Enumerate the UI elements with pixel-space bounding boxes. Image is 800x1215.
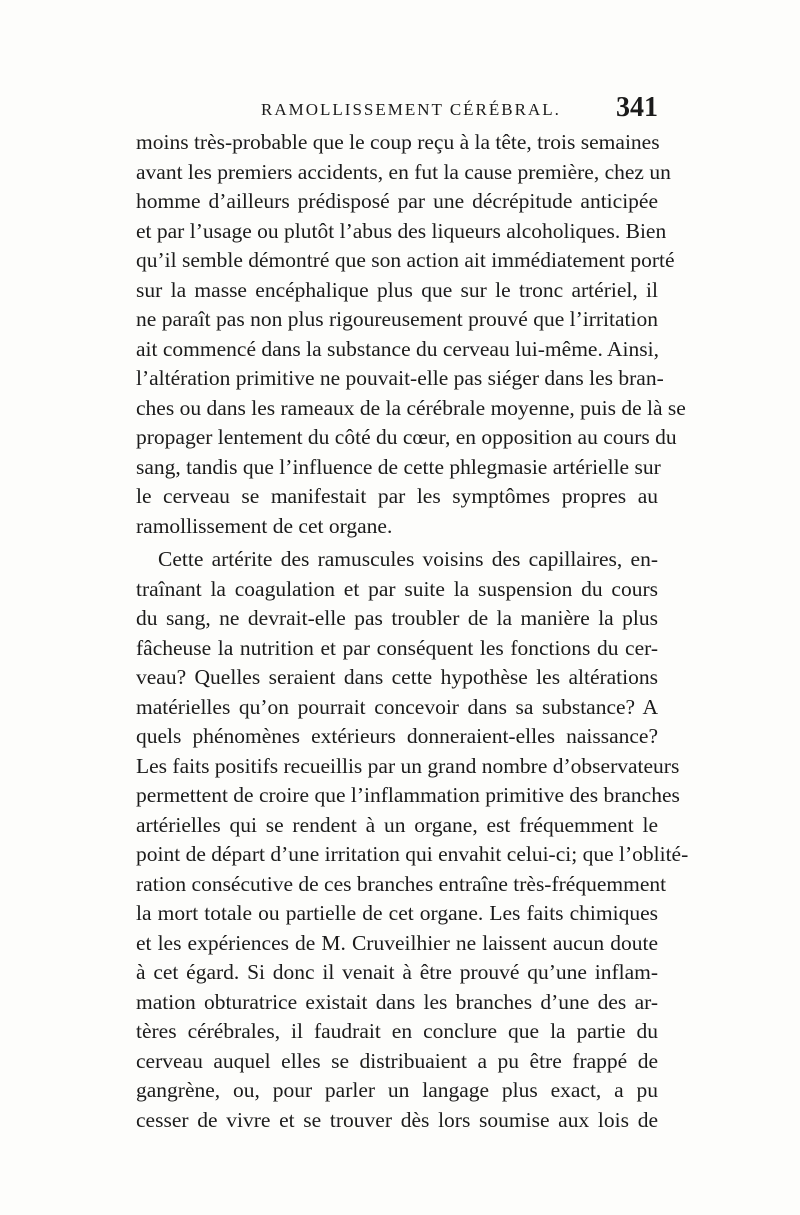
paragraph-2 bbox=[136, 545, 689, 1135]
text-line: ramollissement de cet organe. bbox=[136, 513, 393, 538]
text-line: l’altération primitive ne pouvait-elle pas siéger dans les bran- bbox=[136, 366, 664, 390]
text-line: à cet égard. Si donc il venait à être prouvé qu’une inflam- bbox=[136, 960, 658, 984]
text-line: moins très-probable que le coup reçu à la tête, trois semaines bbox=[136, 130, 660, 154]
text-line: fâcheuse la nutrition et par conséquent les fonctions du cer- bbox=[136, 635, 658, 660]
text-line: Les faits positifs recueillis par un grand nombre d’observateurs bbox=[136, 753, 680, 778]
text-line: du sang, ne devrait-elle pas troubler de la manière la plus bbox=[136, 606, 658, 630]
text-line: ches ou dans les rameaux de la cérébrale moyenne, puis de là se bbox=[136, 395, 686, 420]
text-line: Cette artérite des ramuscules voisins des capillaires, en- bbox=[158, 547, 658, 571]
text-line: traînant la coagulation et par suite la suspension du cours bbox=[136, 576, 658, 601]
text-line: cesser de vivre et se trouver dès lors soumise aux lois de bbox=[136, 1107, 658, 1132]
text-line: et les expériences de M. Cruveilhier ne laissent aucun doute bbox=[136, 930, 658, 955]
text-line: le cerveau se manifestait par les symptômes propres au bbox=[136, 484, 658, 508]
text-line: sang, tandis que l’influence de cette phlegmasie artérielle sur bbox=[136, 454, 661, 479]
text-line: avant les premiers accidents, en fut la cause première, chez un bbox=[136, 159, 671, 184]
text-line: et par l’usage ou plutôt l’abus des liqueurs alcoholiques. Bien bbox=[136, 218, 667, 243]
page-number: 341 bbox=[616, 92, 658, 123]
body-text bbox=[136, 128, 689, 1135]
text-line: permettent de croire que l’inflammation primitive des branches bbox=[136, 783, 680, 807]
text-line: ration consécutive de ces branches entraîne très-fréquemment bbox=[136, 871, 667, 896]
running-head bbox=[136, 92, 658, 132]
text-line: ait commencé dans la substance du cerveau lui-même. Ainsi, bbox=[136, 336, 659, 361]
text-line: qu’il semble démontré que son action ait immédiatement porté bbox=[136, 248, 675, 272]
text-line: homme d’ailleurs prédisposé par une décrépitude anticipée bbox=[136, 189, 658, 213]
running-title: RAMOLLISSEMENT CÉRÉBRAL. bbox=[261, 100, 561, 119]
text-line: cerveau auquel elles se distribuaient a pu être frappé de bbox=[136, 1048, 658, 1073]
text-line: la mort totale ou partielle de cet organe. Les faits chimiques bbox=[136, 901, 658, 925]
text-line: ne paraît pas non plus rigoureusement prouvé que l’irritation bbox=[136, 307, 658, 331]
text-line: tères cérébrales, il faudrait en conclure que la partie du bbox=[136, 1019, 658, 1043]
text-line: sur la masse encéphalique plus que sur le tronc artériel, il bbox=[136, 277, 658, 302]
text-line: matérielles qu’on pourrait concevoir dans sa substance? A bbox=[136, 694, 658, 719]
text-line: veau? Quelles seraient dans cette hypothèse les altérations bbox=[136, 665, 658, 689]
text-line: propager lentement du côté du cœur, en opposition au cours du bbox=[136, 425, 677, 449]
text-line: mation obturatrice existait dans les branches d’une des ar- bbox=[136, 989, 658, 1014]
paragraph-1 bbox=[136, 128, 686, 541]
text-line: point de départ d’une irritation qui envahit celui-ci; que l’oblité- bbox=[136, 842, 689, 866]
text-line: quels phénomènes extérieurs donneraient-elles naissance? bbox=[136, 724, 658, 748]
text-line: gangrène, ou, pour parler un langage plus exact, a pu bbox=[136, 1078, 658, 1102]
text-line: artérielles qui se rendent à un organe, est fréquemment le bbox=[136, 812, 658, 837]
